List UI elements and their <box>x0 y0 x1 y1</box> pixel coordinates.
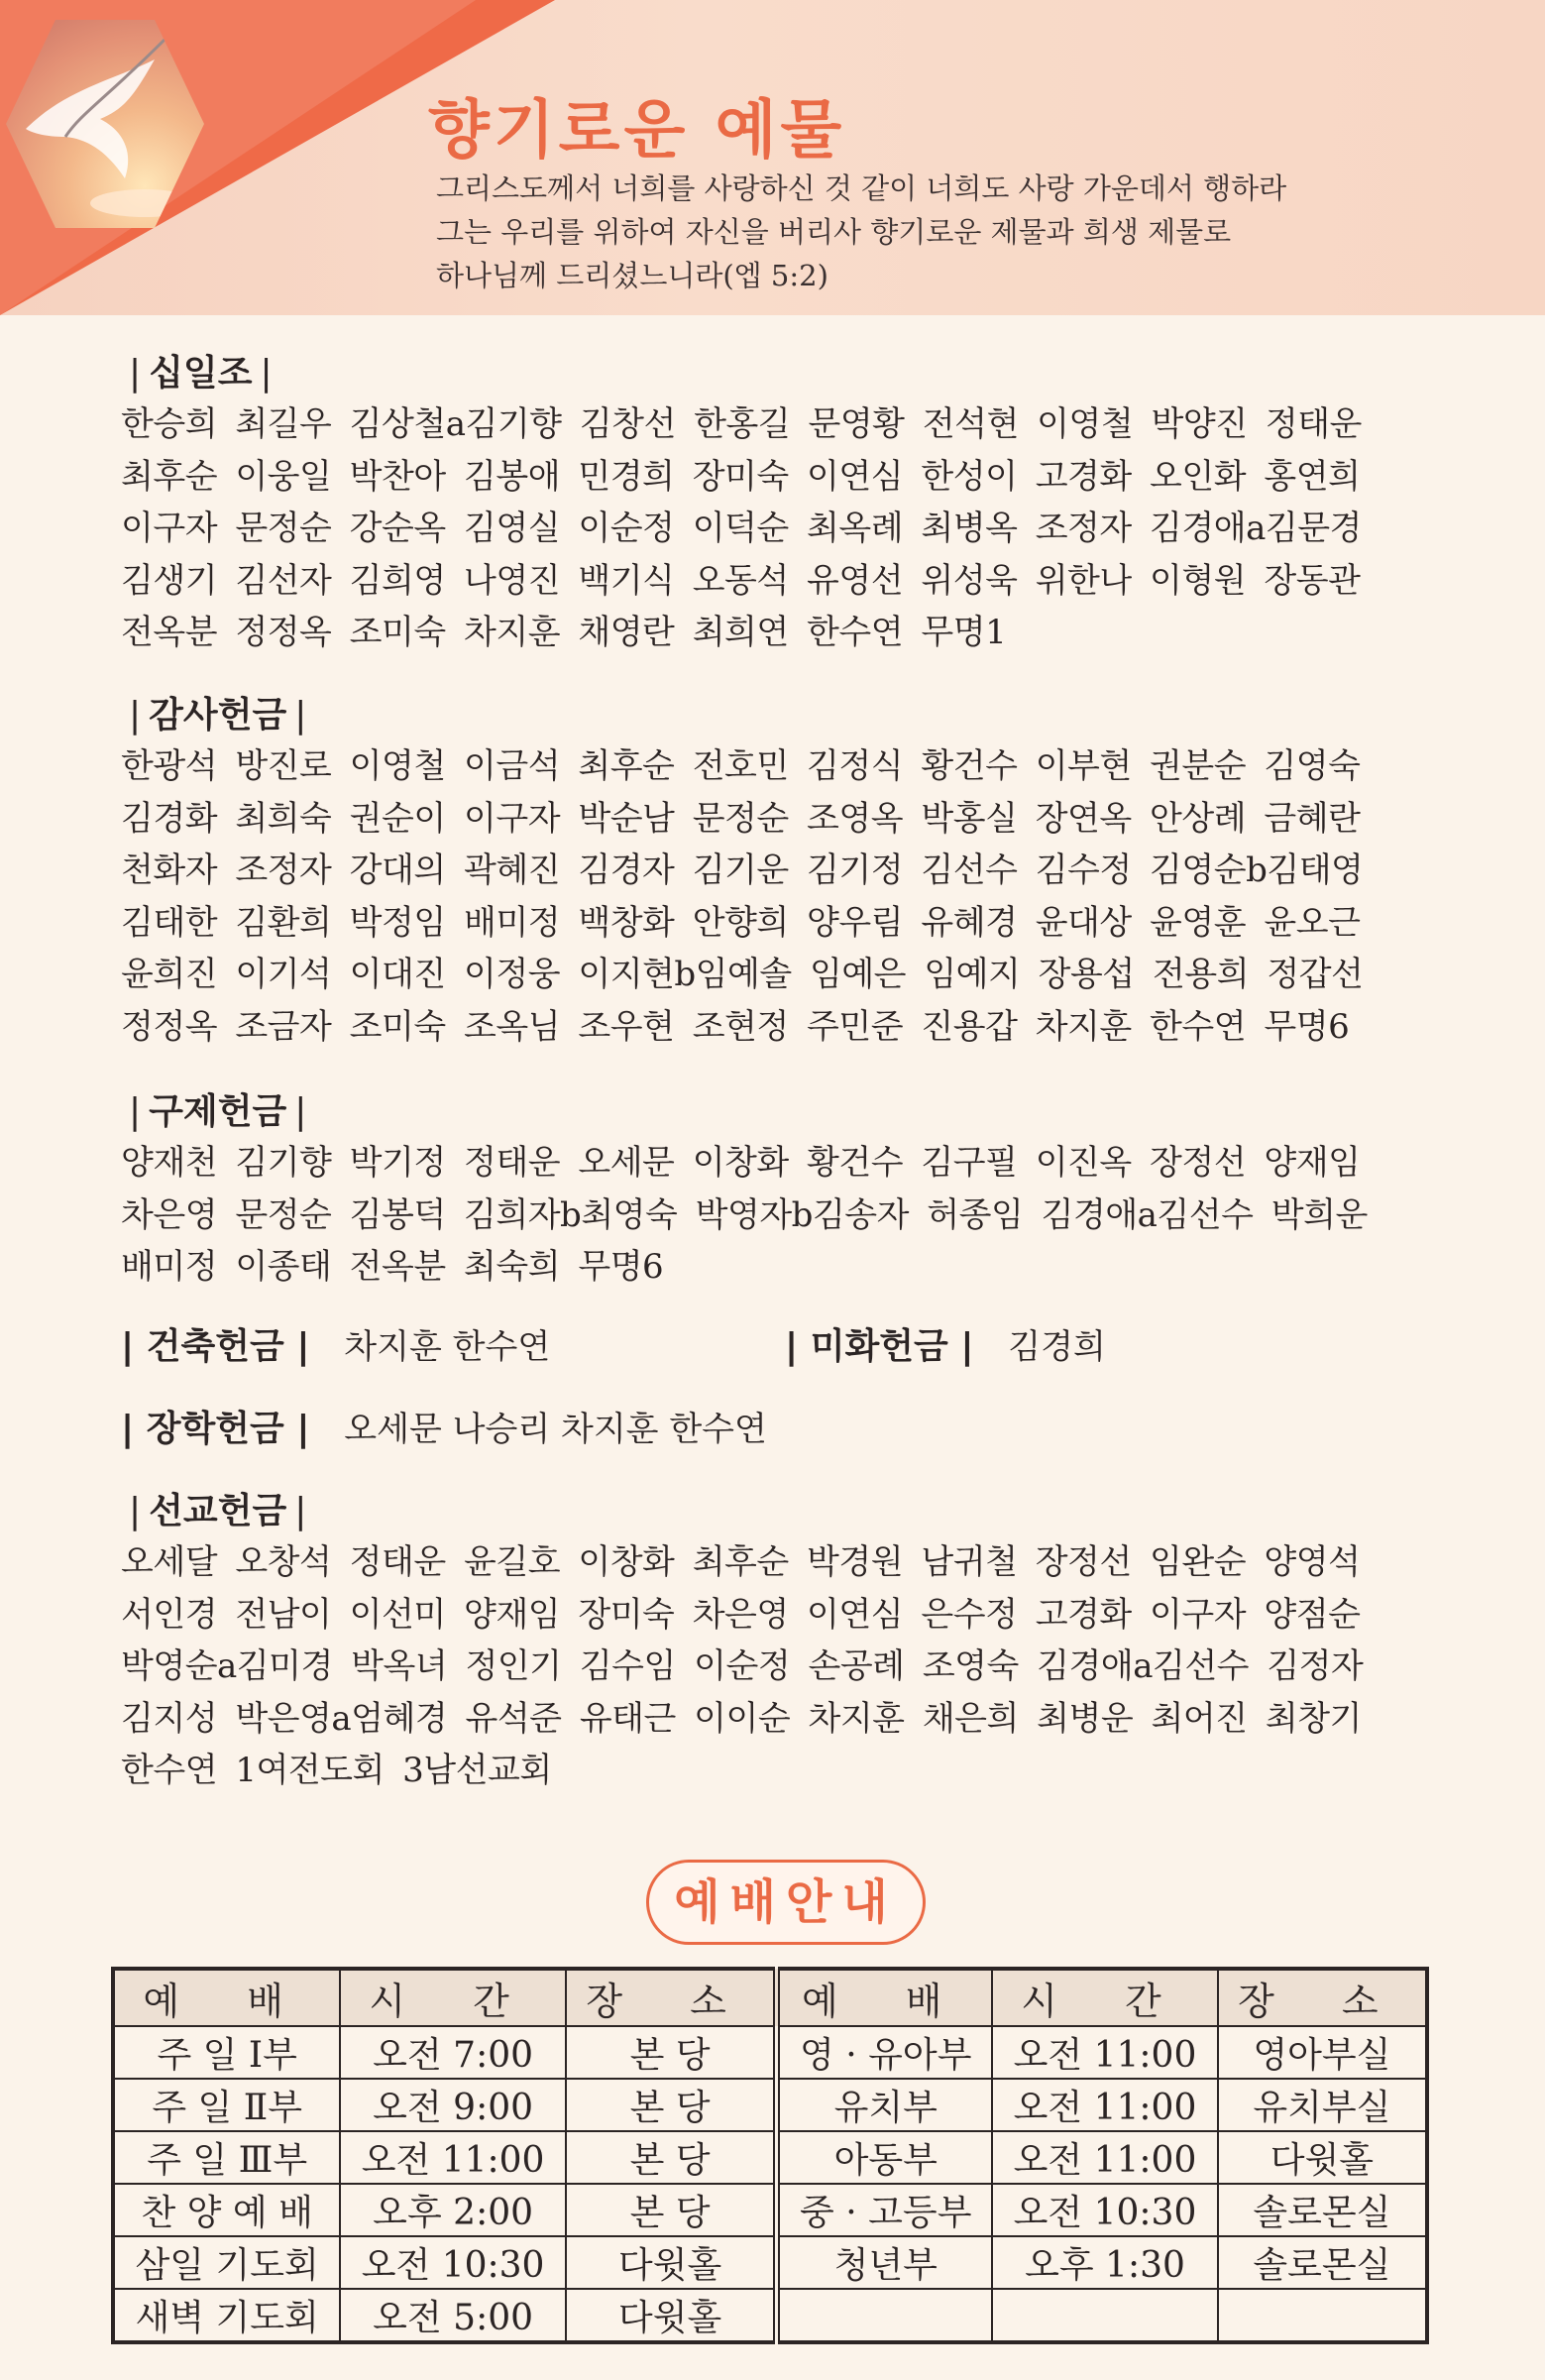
section-title: | 감사헌금 | <box>129 695 307 736</box>
table-row <box>113 2184 1427 2236</box>
table-cell: 아동부 <box>777 2131 992 2184</box>
table-cell: 청년부 <box>777 2236 992 2289</box>
name-list: 김경희 <box>1008 1327 1106 1367</box>
name-line: 윤희진 이기석 이대진 이정웅 이지현b임예솔 임예은 임예지 장용섭 전용희 정갑선 <box>121 955 1364 994</box>
name-line: 김태한 김환희 박정임 배미정 백창화 안향희 양우림 유혜경 윤대상 윤영훈 윤오근 <box>121 902 1361 943</box>
table-cell <box>992 2289 1218 2342</box>
name-list <box>121 1536 1439 1797</box>
header-cell: 장 소 <box>1218 1969 1427 2026</box>
name-line: 배미정 이종태 전옥분 최숙희 무명6 <box>121 1247 664 1287</box>
section-title: | 미화헌금 | <box>785 1326 974 1367</box>
verse-line: 그리스도께서 너희를 사랑하신 것 같이 너희도 사랑 가운데서 행하라 <box>436 171 1287 205</box>
scholarship-offering-row <box>121 1405 767 1454</box>
table-cell: 오전 7:00 <box>340 2026 566 2079</box>
verse-line: 그는 우리를 위하여 자신을 버리사 향기로운 제물과 희생 제물로 <box>436 215 1232 249</box>
table-cell: 오전 11:00 <box>992 2131 1218 2184</box>
scripture-verse <box>436 167 1477 297</box>
name-line: 이구자 문정순 강순옥 김영실 이순정 이덕순 최옥례 최병옥 조정자 김경애a김문경 <box>121 509 1362 548</box>
name-list <box>121 1137 1439 1294</box>
table-cell: 주 일 Ⅰ부 <box>113 2026 340 2079</box>
table-cell: 영아부실 <box>1218 2026 1427 2079</box>
header-cell: 예 배 <box>777 1969 992 2026</box>
table-row <box>113 2289 1427 2342</box>
header-cell: 시 간 <box>340 1969 566 2026</box>
table-cell <box>1218 2289 1427 2342</box>
section-thanks <box>121 691 1439 1053</box>
section-title: | 구제헌금 | <box>129 1091 307 1132</box>
section-tithe <box>121 349 1439 659</box>
table-cell: 오전 10:30 <box>340 2236 566 2289</box>
section-mission <box>121 1487 1439 1797</box>
table-cell: 주 일 Ⅱ부 <box>113 2079 340 2131</box>
table-cell: 주 일 Ⅲ부 <box>113 2131 340 2184</box>
section-title: | 건축헌금 | <box>121 1326 310 1367</box>
table-cell: 본 당 <box>566 2079 777 2131</box>
table-cell: 오전 11:00 <box>340 2131 566 2184</box>
worship-schedule-table <box>111 1967 1429 2344</box>
table-cell: 본 당 <box>566 2184 777 2236</box>
name-list <box>121 398 1439 659</box>
table-cell: 영 · 유아부 <box>777 2026 992 2079</box>
table-cell: 오전 9:00 <box>340 2079 566 2131</box>
name-list <box>121 740 1439 1053</box>
name-line: 김생기 김선자 김희영 나영진 백기식 오동석 유영선 위성욱 위한나 이형원 장동관 <box>121 560 1361 601</box>
section-title: | 선교헌금 | <box>129 1491 307 1531</box>
table-cell: 오전 10:30 <box>992 2184 1218 2236</box>
name-line: 천화자 조정자 강대의 곽혜진 김경자 김기운 김기정 김선수 김수정 김영순b김태영 <box>121 850 1364 890</box>
verse-line: 하나님께 드리셨느니라(엡 5:2) <box>436 259 828 292</box>
table-cell <box>777 2289 992 2342</box>
table-cell: 오전 11:00 <box>992 2026 1218 2079</box>
table-cell: 오전 5:00 <box>340 2289 566 2342</box>
name-line: 서인경 전남이 이선미 양재임 장미숙 차은영 이연심 은수정 고경화 이구자 양점순 <box>121 1594 1361 1635</box>
page-title: 향기로운 예물 <box>428 94 846 168</box>
table-cell: 다윗홀 <box>566 2236 777 2289</box>
name-line: 양재천 김기향 박기정 정태운 오세문 이창화 황건수 김구필 이진옥 장정선 양재임 <box>121 1143 1361 1183</box>
table-cell: 새벽 기도회 <box>113 2289 340 2342</box>
header-cell: 장 소 <box>566 1969 777 2026</box>
table-cell: 찬 양 예 배 <box>113 2184 340 2236</box>
table-cell: 오후 1:30 <box>992 2236 1218 2289</box>
name-line: 한광석 방진로 이영철 이금석 최후순 전호민 김정식 황건수 이부현 권분순 김영숙 <box>121 746 1361 786</box>
table-cell: 유치부실 <box>1218 2079 1427 2131</box>
table-cell: 오후 2:00 <box>340 2184 566 2236</box>
name-line: 최후순 이웅일 박찬아 김봉애 민경희 장미숙 이연심 한성이 고경화 오인화 홍연희 <box>121 456 1361 497</box>
name-line: 한승희 최길우 김상철a김기향 김창선 한홍길 문영황 전석현 이영철 박양진 정태운 <box>121 404 1362 444</box>
header-cell: 시 간 <box>992 1969 1218 2026</box>
table-cell: 솔로몬실 <box>1218 2236 1427 2289</box>
table-row <box>113 2236 1427 2289</box>
table-cell: 유치부 <box>777 2079 992 2131</box>
table-row <box>113 2079 1427 2131</box>
name-line: 한수연 1여전도회 3남선교회 <box>121 1751 552 1790</box>
table-cell: 삼일 기도회 <box>113 2236 340 2289</box>
worship-guide-title: 예배안내 <box>646 1860 926 1945</box>
header-banner <box>0 0 1545 315</box>
name-line: 오세달 오창석 정태운 윤길호 이창화 최후순 박경원 남귀철 장정선 임완순 양영석 <box>121 1542 1361 1582</box>
name-line: 전옥분 정정옥 조미숙 차지훈 채영란 최희연 한수연 무명1 <box>121 613 1007 652</box>
table-row <box>113 2131 1427 2184</box>
header-cell: 예 배 <box>113 1969 340 2026</box>
name-line: 정정옥 조금자 조미숙 조옥님 조우현 조현정 주민준 진용갑 차지훈 한수연 무명6 <box>121 1006 1350 1047</box>
section-title: | 장학헌금 | <box>121 1409 310 1449</box>
section-relief <box>121 1087 1439 1294</box>
name-line: 김경화 최희숙 권순이 이구자 박순남 문정순 조영옥 박홍실 장연옥 안상례 금혜란 <box>121 798 1361 839</box>
name-line: 김지성 박은영a엄혜경 유석준 유태근 이이순 차지훈 채은희 최병운 최어진 최창기 <box>121 1698 1362 1739</box>
table-cell: 본 당 <box>566 2026 777 2079</box>
name-list: 오세문 나승리 차지훈 한수연 <box>344 1410 767 1449</box>
table-header-row <box>113 1969 1427 2026</box>
table-cell: 오전 11:00 <box>992 2079 1218 2131</box>
table-cell: 다윗홀 <box>1218 2131 1427 2184</box>
name-line: 박영순a김미경 박옥녀 정인기 김수임 이순정 손공례 조영숙 김경애a김선수 김정자 <box>121 1646 1364 1686</box>
name-list: 차지훈 한수연 <box>344 1327 551 1367</box>
table-row <box>113 2026 1427 2079</box>
building-offering-row <box>121 1322 550 1372</box>
table-cell: 중 · 고등부 <box>777 2184 992 2236</box>
section-title: | 십일조 | <box>129 353 273 394</box>
table-cell: 솔로몬실 <box>1218 2184 1427 2236</box>
table-cell: 본 당 <box>566 2131 777 2184</box>
name-line: 차은영 문정순 김봉덕 김희자b최영숙 박영자b김송자 허종임 김경애a김선수 박희운 <box>121 1194 1368 1235</box>
beautify-offering-row <box>785 1322 1106 1372</box>
table-cell: 다윗홀 <box>566 2289 777 2342</box>
